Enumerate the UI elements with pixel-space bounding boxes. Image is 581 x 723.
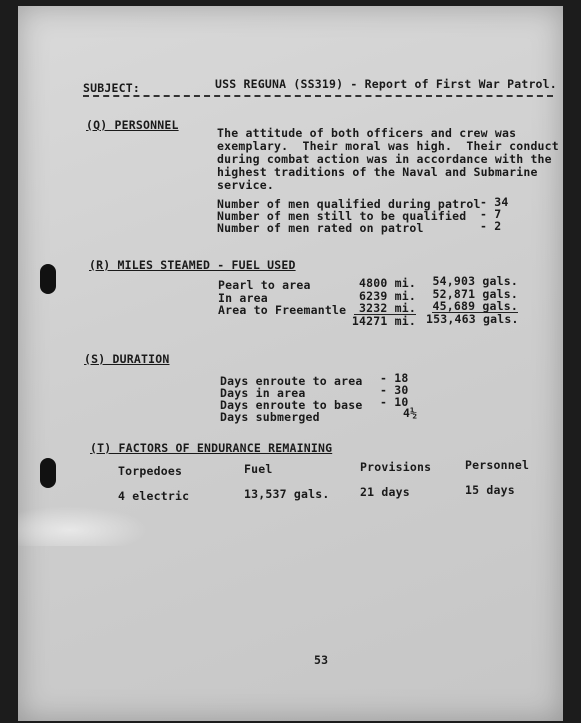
duration-label: Days submerged	[220, 410, 320, 424]
header-divider	[83, 95, 553, 97]
endurance-column: Fuel	[244, 462, 273, 476]
personnel-line: during combat action was in accordance with the	[217, 152, 552, 166]
count-label: Number of men still to be qualified	[217, 209, 467, 223]
page-number: 53	[314, 653, 329, 667]
miles-total: 14271 mi.	[351, 314, 416, 328]
miles-row-miles: 4800 mi.	[359, 276, 416, 290]
endurance-value: 13,537 gals.	[244, 487, 330, 501]
duration-label: Days enroute to base	[220, 398, 363, 412]
duration-value: 4½	[403, 406, 418, 420]
miles-row-label: Area to Freemantle	[218, 303, 347, 317]
duration-value: - 10	[380, 395, 409, 409]
count-label: Number of men rated on patrol	[217, 221, 424, 235]
personnel-heading: (Q) PERSONNEL	[86, 118, 179, 132]
personnel-line: highest traditions of the Naval and Submarine	[217, 165, 538, 179]
personnel-line: service.	[217, 178, 274, 192]
miles-row-fuel: 52,871 gals.	[432, 287, 518, 301]
miles-row-label: In area	[218, 291, 268, 305]
endurance-value: 4 electric	[118, 489, 190, 503]
miles-row-miles: 6239 mi.	[359, 289, 416, 303]
miles-row-fuel: 45,689 gals.	[432, 299, 518, 313]
punch-hole	[40, 458, 56, 488]
smudge-mark	[18, 506, 148, 546]
duration-label: Days in area	[220, 386, 306, 400]
personnel-line: exemplary. Their moral was high. Their conduct	[217, 139, 559, 153]
endurance-heading: (T) FACTORS OF ENDURANCE REMAINING	[90, 441, 333, 455]
endurance-column: Provisions	[360, 460, 432, 474]
endurance-value: 21 days	[360, 485, 410, 499]
document-page	[18, 6, 563, 721]
duration-label: Days enroute to area	[220, 374, 363, 388]
endurance-column: Personnel	[465, 458, 530, 472]
count-value: - 2	[480, 219, 502, 233]
miles-row-miles: 3232 mi.	[359, 301, 416, 315]
personnel-line: The attitude of both officers and crew was	[217, 126, 517, 140]
count-value: - 34	[480, 195, 509, 209]
duration-value: - 18	[380, 371, 409, 385]
count-label: Number of men qualified during patrol	[217, 197, 481, 211]
punch-hole	[40, 264, 56, 294]
endurance-value: 15 days	[465, 483, 515, 497]
miles-row-fuel: 54,903 gals.	[432, 274, 518, 288]
endurance-column: Torpedoes	[118, 464, 183, 478]
subject-text: USS REGUNA (SS319) - Report of First War Patrol.	[215, 77, 557, 91]
miles-heading: (R) MILES STEAMED - FUEL USED	[89, 258, 296, 272]
subject-label: SUBJECT:	[83, 81, 140, 95]
duration-value: - 30	[380, 383, 409, 397]
count-value: - 7	[480, 207, 502, 221]
duration-heading: (S) DURATION	[84, 352, 170, 366]
fuel-total: 153,463 gals.	[426, 312, 519, 326]
miles-row-label: Pearl to area	[218, 278, 311, 292]
